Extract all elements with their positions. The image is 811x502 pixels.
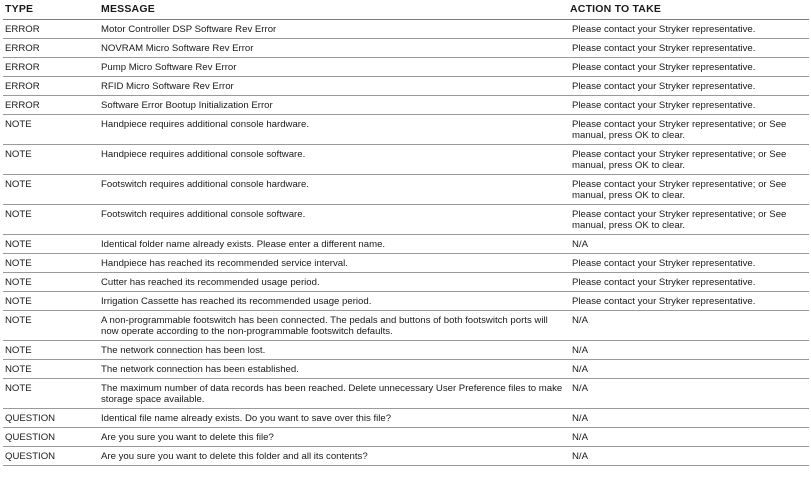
row-message: The network connection has been established. [99,360,568,379]
row-action: Please contact your Stryker representative. [568,273,809,292]
row-type: ERROR [3,39,99,58]
row-action: Please contact your Stryker representative; or See manual, press OK to clear. [568,145,809,175]
row-message: The maximum number of data records has been reached. Delete unnecessary User Preference files to make storage space available. [99,379,568,409]
row-type: ERROR [3,58,99,77]
row-message: Handpiece has reached its recommended service interval. [99,254,568,273]
table-row [3,77,809,96]
table-row [3,379,809,409]
row-message: Are you sure you want to delete this folder and all its contents? [99,447,568,466]
row-action: N/A [568,379,809,409]
row-message: NOVRAM Micro Software Rev Error [99,39,568,58]
row-message: Cutter has reached its recommended usage period. [99,273,568,292]
row-type: QUESTION [3,409,99,428]
row-action: Please contact your Stryker representative. [568,77,809,96]
row-type: QUESTION [3,428,99,447]
row-action: Please contact your Stryker representative. [568,20,809,39]
row-type: NOTE [3,145,99,175]
row-type: QUESTION [3,447,99,466]
table-row [3,205,809,235]
row-message: Handpiece requires additional console software. [99,145,568,175]
row-message: RFID Micro Software Rev Error [99,77,568,96]
header-row [3,0,809,20]
table-row [3,409,809,428]
table-row [3,360,809,379]
table-row [3,39,809,58]
table-row [3,58,809,77]
row-message: Identical file name already exists. Do you want to save over this file? [99,409,568,428]
row-action: Please contact your Stryker representative; or See manual, press OK to clear. [568,175,809,205]
row-action: N/A [568,428,809,447]
table-row [3,428,809,447]
row-message: The network connection has been lost. [99,341,568,360]
table-row [3,292,809,311]
table-row [3,96,809,115]
table-row [3,235,809,254]
row-message: Footswitch requires additional console hardware. [99,175,568,205]
header-action: ACTION TO TAKE [568,0,809,20]
row-type: NOTE [3,115,99,145]
table-row [3,447,809,466]
row-message: Footswitch requires additional console software. [99,205,568,235]
header-message: MESSAGE [99,0,568,20]
row-message: Pump Micro Software Rev Error [99,58,568,77]
row-action: Please contact your Stryker representative. [568,292,809,311]
row-action: N/A [568,311,809,341]
row-message: Motor Controller DSP Software Rev Error [99,20,568,39]
row-message: Irrigation Cassette has reached its recommended usage period. [99,292,568,311]
row-message: Identical folder name already exists. Please enter a different name. [99,235,568,254]
messages-table [3,0,809,466]
row-action: N/A [568,235,809,254]
row-type: ERROR [3,77,99,96]
row-type: NOTE [3,341,99,360]
header-type: TYPE [3,0,99,20]
row-action: N/A [568,409,809,428]
row-action: Please contact your Stryker representative. [568,58,809,77]
row-type: NOTE [3,205,99,235]
row-type: NOTE [3,379,99,409]
row-action: Please contact your Stryker representative. [568,39,809,58]
row-type: NOTE [3,360,99,379]
row-message: Are you sure you want to delete this file? [99,428,568,447]
row-type: NOTE [3,292,99,311]
row-action: Please contact your Stryker representative. [568,254,809,273]
row-message: Software Error Bootup Initialization Error [99,96,568,115]
table-row [3,115,809,145]
row-message: A non-programmable footswitch has been connected. The pedals and buttons of both footswitch ports will now operate according to the non-programmable footswitch defaults. [99,311,568,341]
row-type: ERROR [3,96,99,115]
row-message: Handpiece requires additional console hardware. [99,115,568,145]
row-action: N/A [568,447,809,466]
table-row [3,20,809,39]
table-row [3,145,809,175]
row-type: ERROR [3,20,99,39]
row-action: Please contact your Stryker representative; or See manual, press OK to clear. [568,205,809,235]
row-action: Please contact your Stryker representative. [568,96,809,115]
row-type: NOTE [3,311,99,341]
table-row [3,175,809,205]
row-action: Please contact your Stryker representative; or See manual, press OK to clear. [568,115,809,145]
row-action: N/A [568,341,809,360]
row-type: NOTE [3,235,99,254]
table-row [3,311,809,341]
row-type: NOTE [3,254,99,273]
table-row [3,254,809,273]
row-type: NOTE [3,175,99,205]
row-type: NOTE [3,273,99,292]
row-action: N/A [568,360,809,379]
table-row [3,273,809,292]
table-row [3,341,809,360]
